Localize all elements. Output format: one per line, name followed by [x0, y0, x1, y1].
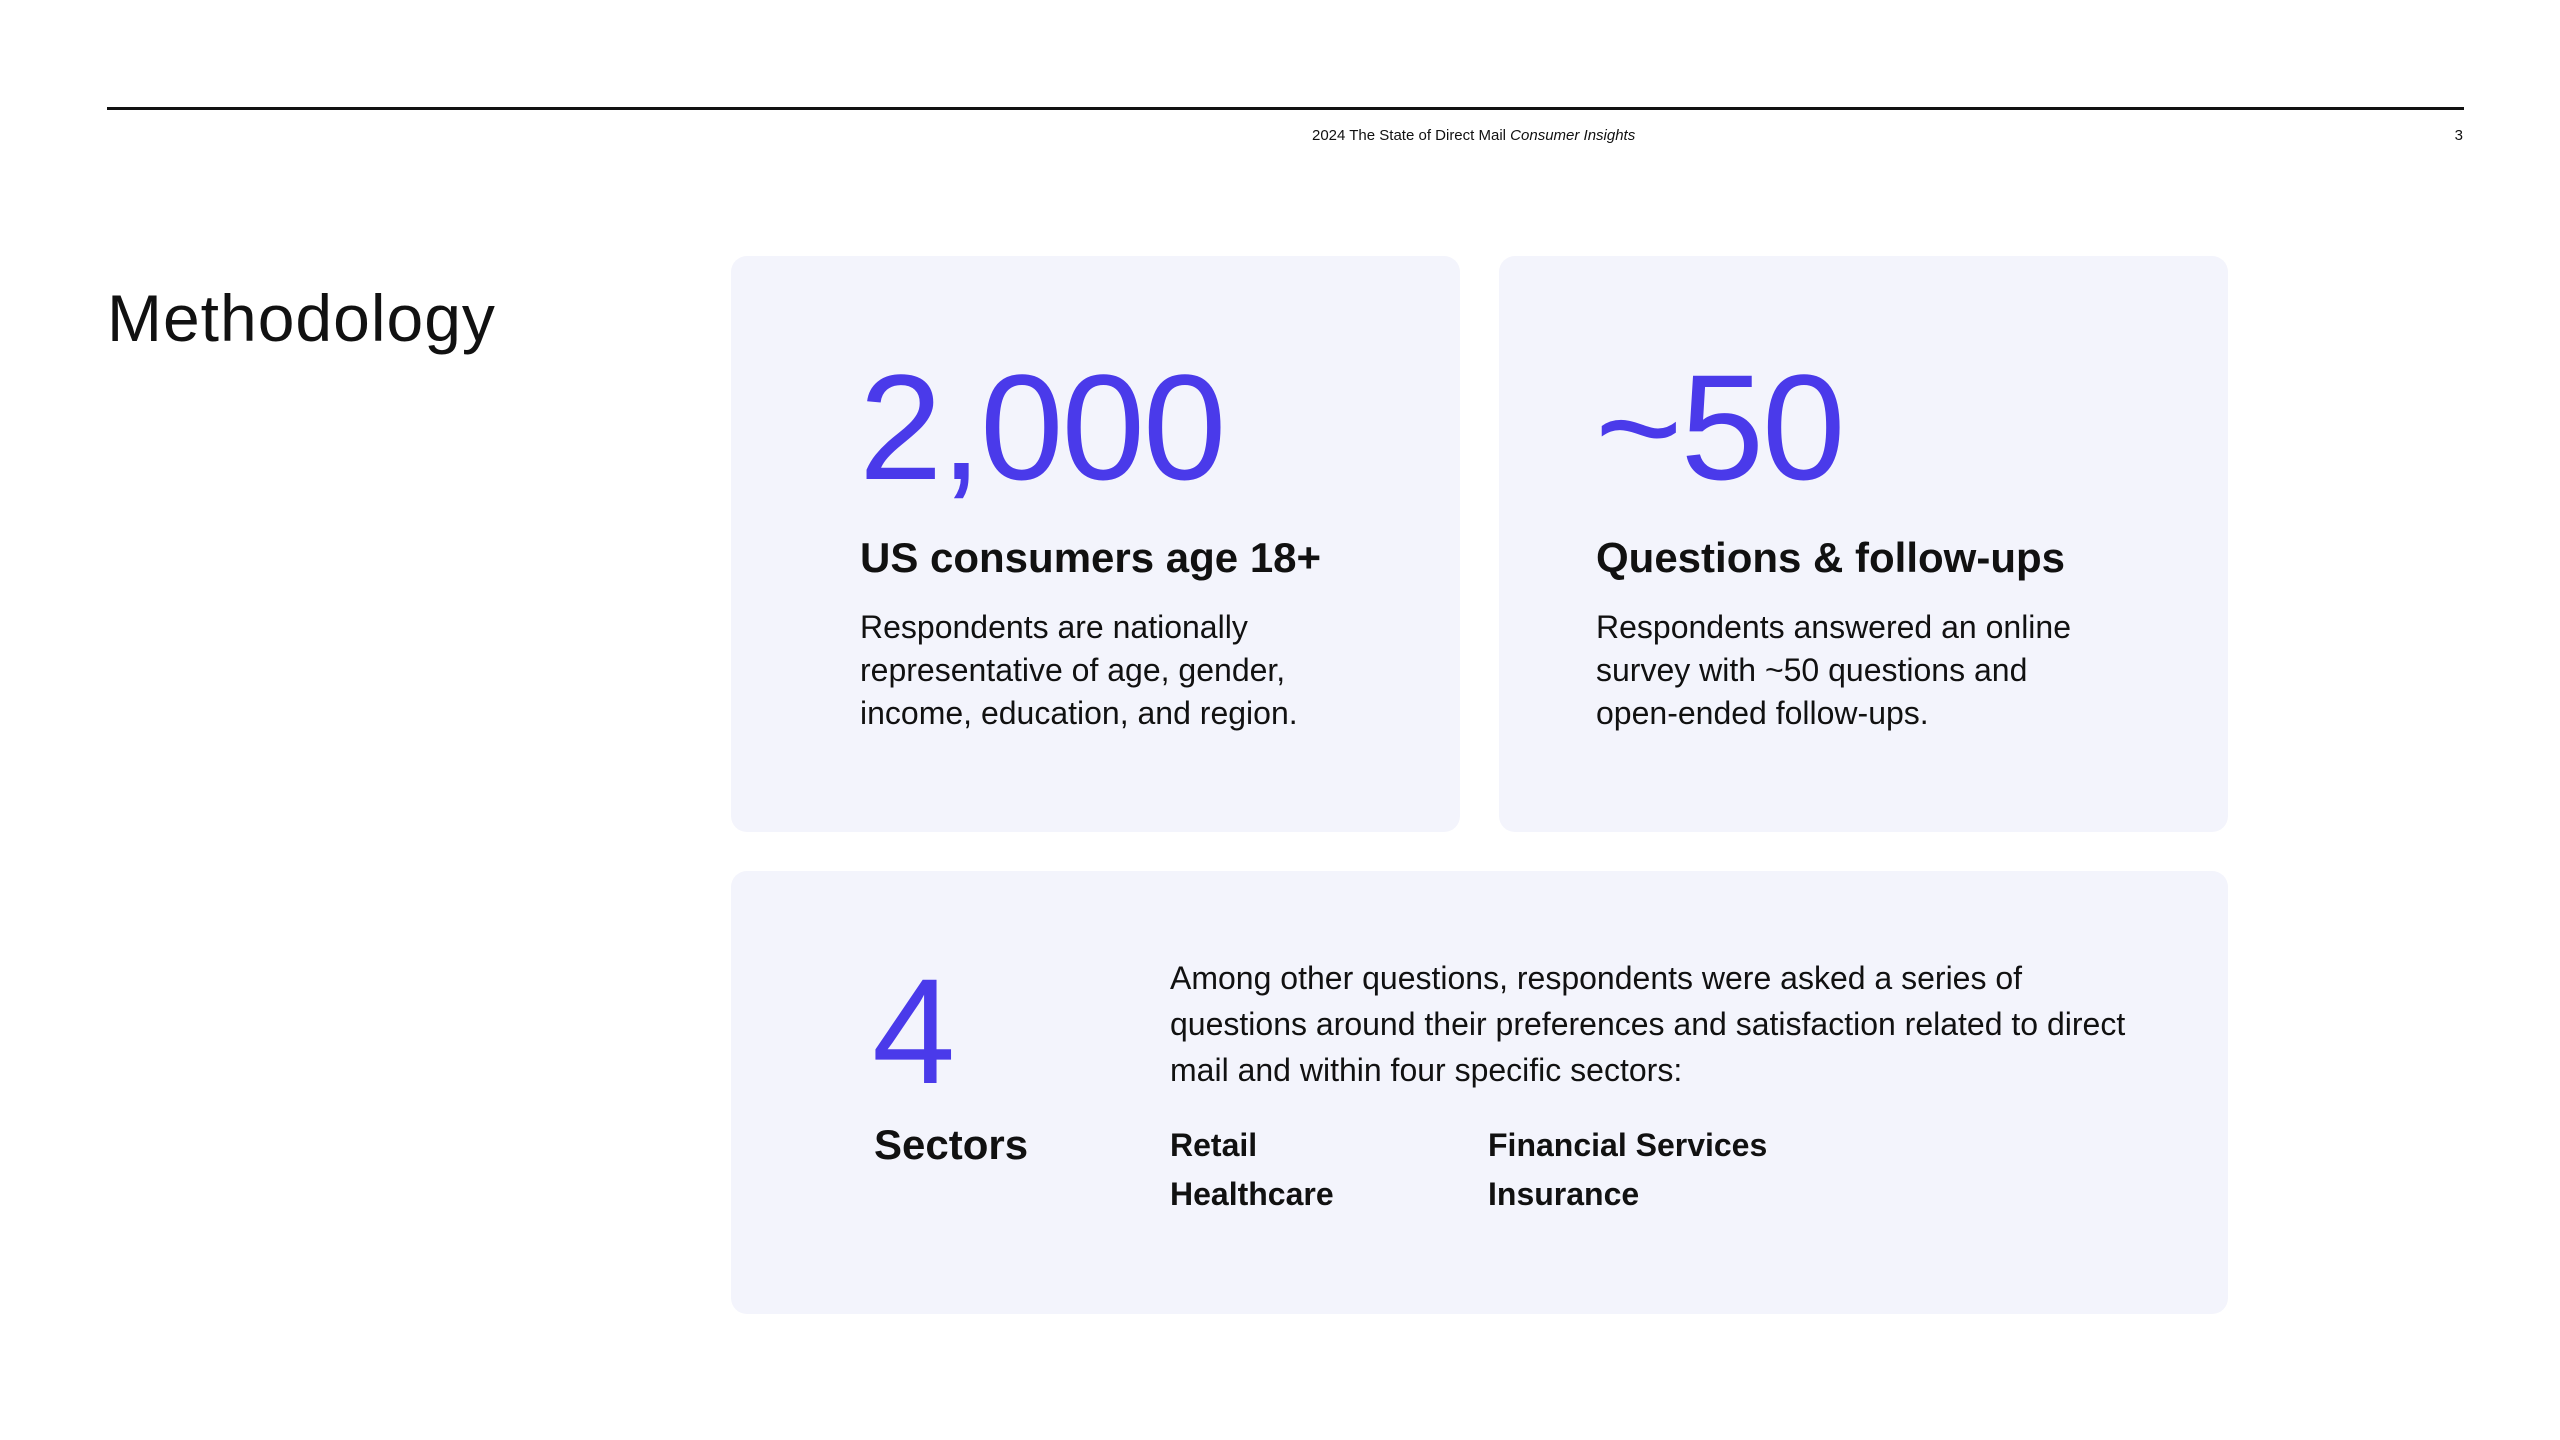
stat-card-sectors — [731, 871, 2228, 1314]
stat-value: 4 — [872, 947, 956, 1115]
sector-item-healthcare: Healthcare — [1170, 1176, 1334, 1212]
stat-description: Respondents are nationally representative of age, gender, income, education, and region. — [860, 609, 1298, 731]
stat-value: ~50 — [1595, 343, 1844, 511]
section-title: Methodology — [107, 281, 496, 355]
sectors-intro: Among other questions, respondents were asked a series of questions around their preferences and satisfaction related to direct mail and within four specific sectors: — [1170, 960, 2126, 1088]
page-number: 3 — [2454, 127, 2463, 144]
sector-item-retail: Retail — [1170, 1127, 1258, 1163]
report-title-main: 2024 The State of Direct Mail — [1312, 127, 1511, 144]
stat-label: Sectors — [874, 1121, 1029, 1168]
sector-item-financial-services: Financial Services — [1488, 1127, 1768, 1163]
header-rule — [107, 107, 2464, 110]
stat-card-questions — [1499, 256, 2228, 832]
report-title — [1312, 127, 1635, 144]
sector-item-insurance: Insurance — [1488, 1176, 1640, 1212]
stat-card-consumers — [731, 256, 1460, 832]
stat-label: US consumers age 18+ — [860, 534, 1322, 581]
stat-description: Respondents answered an online survey with ~50 questions and open-ended follow-ups. — [1596, 609, 2071, 731]
stat-label: Questions & follow-ups — [1596, 534, 2065, 581]
report-title-italic: Consumer Insights — [1510, 127, 1636, 144]
stat-value: 2,000 — [859, 343, 1225, 511]
